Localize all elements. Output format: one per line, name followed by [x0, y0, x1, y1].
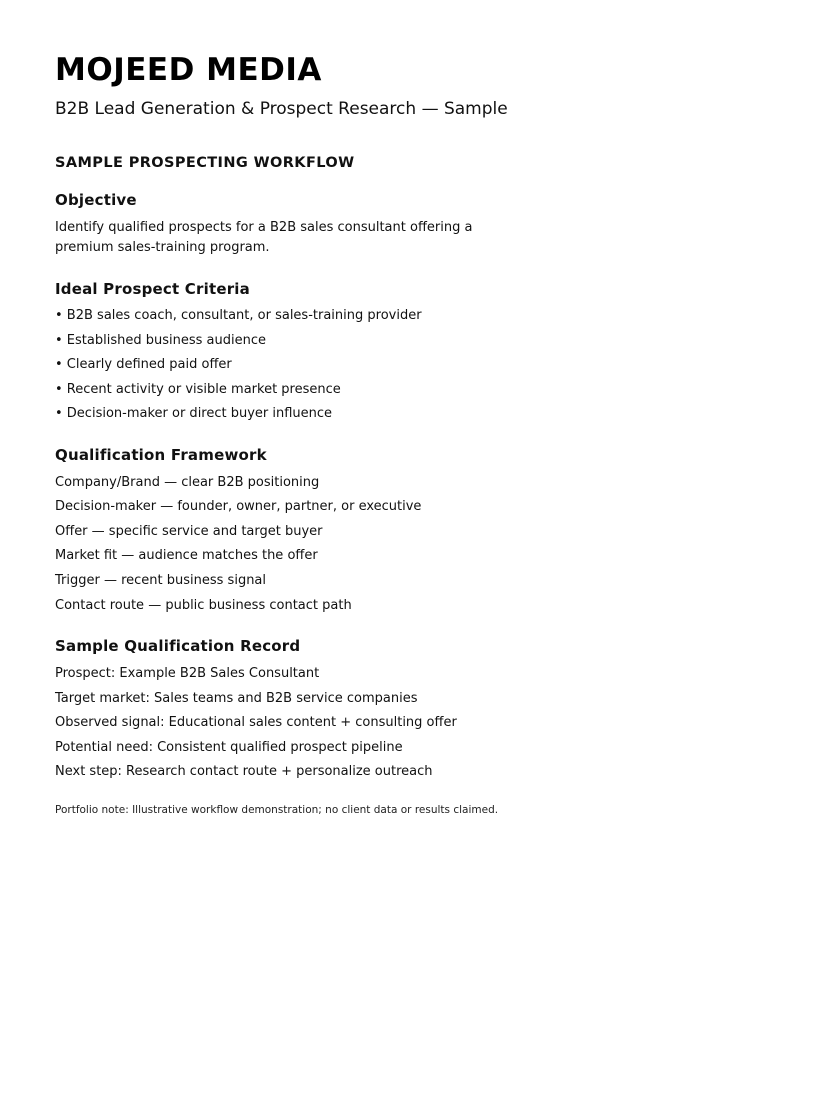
framework-item: Offer — specific service and target buyer: [55, 524, 323, 539]
section-title: SAMPLE PROSPECTING WORKFLOW: [55, 155, 355, 171]
objective-text-line-2: premium sales-training program.: [55, 240, 270, 255]
criteria-item: • Decision-maker or direct buyer influence: [55, 406, 333, 421]
brand-subtitle: B2B Lead Generation & Prospect Research — Sample: [55, 99, 508, 119]
framework-item: Company/Brand — clear B2B positioning: [55, 475, 320, 490]
criteria-item: • Established business audience: [55, 333, 266, 348]
criteria-item: • B2B sales coach, consultant, or sales-training provider: [55, 308, 422, 323]
record-item: Observed signal: Educational sales content + consulting offer: [55, 715, 457, 730]
framework-item: Contact route — public business contact path: [55, 598, 352, 613]
framework-heading: Qualification Framework: [55, 446, 267, 464]
record-heading: Sample Qualification Record: [55, 637, 301, 655]
framework-item: Decision-maker — founder, owner, partner, or executive: [55, 499, 422, 514]
objective-text-line-1: Identify qualified prospects for a B2B sales consultant offering a: [55, 220, 473, 235]
brand-title: MOJEED MEDIA: [55, 52, 322, 88]
record-item: Next step: Research contact route + personalize outreach: [55, 764, 433, 779]
framework-item: Trigger — recent business signal: [55, 573, 267, 588]
criteria-heading: Ideal Prospect Criteria: [55, 280, 250, 298]
portfolio-note: Portfolio note: Illustrative workflow demonstration; no client data or results claimed.: [55, 804, 499, 816]
record-item: Prospect: Example B2B Sales Consultant: [55, 666, 320, 681]
framework-item: Market fit — audience matches the offer: [55, 548, 318, 563]
record-item: Potential need: Consistent qualified prospect pipeline: [55, 740, 403, 755]
criteria-item: • Recent activity or visible market presence: [55, 382, 341, 397]
objective-heading: Objective: [55, 191, 137, 209]
record-item: Target market: Sales teams and B2B service companies: [55, 691, 418, 706]
criteria-item: • Clearly defined paid offer: [55, 357, 232, 372]
